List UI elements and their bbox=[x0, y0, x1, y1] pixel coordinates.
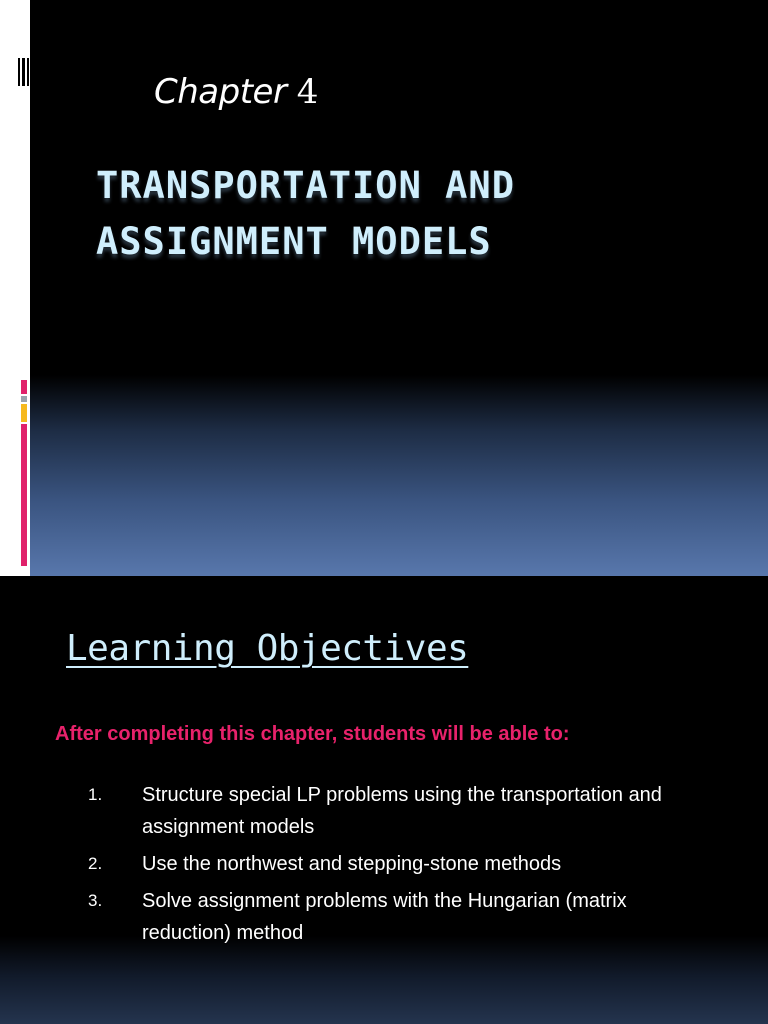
accent-bar-pink-top bbox=[21, 380, 27, 394]
accent-bar-pink-long bbox=[21, 424, 27, 566]
objective-item bbox=[0, 779, 768, 843]
objectives-intro: After completing this chapter, students will be able to: bbox=[55, 723, 570, 745]
objective-number: 2. bbox=[88, 854, 103, 873]
objectives-slide bbox=[0, 576, 768, 1024]
title-slide bbox=[30, 0, 768, 576]
objective-text: Solve assignment problems with the Hungarian (matrix reduction) method bbox=[142, 890, 627, 944]
objective-number: 3. bbox=[88, 891, 103, 910]
chapter-number: 4 bbox=[296, 72, 318, 112]
corner-mark-icon bbox=[18, 58, 32, 86]
slide-title-line-1: TRANSPORTATION AND bbox=[96, 164, 515, 207]
slide-title-line-2: ASSIGNMENT MODELS bbox=[96, 220, 492, 263]
objective-text: Use the northwest and stepping-stone methods bbox=[142, 853, 562, 875]
objective-number: 1. bbox=[88, 785, 103, 804]
objectives-heading: Learning Objectives bbox=[66, 628, 469, 669]
objective-text: Structure special LP problems using the transportation and assignment models bbox=[142, 784, 662, 838]
chapter-label bbox=[154, 72, 318, 112]
objectives-list bbox=[0, 779, 768, 954]
accent-bar-yellow bbox=[21, 404, 27, 422]
accent-bar-gray bbox=[21, 396, 27, 402]
chapter-word: Chapter bbox=[154, 72, 287, 112]
objective-item bbox=[0, 848, 768, 880]
objective-item bbox=[0, 885, 768, 949]
slide-title bbox=[96, 158, 756, 270]
